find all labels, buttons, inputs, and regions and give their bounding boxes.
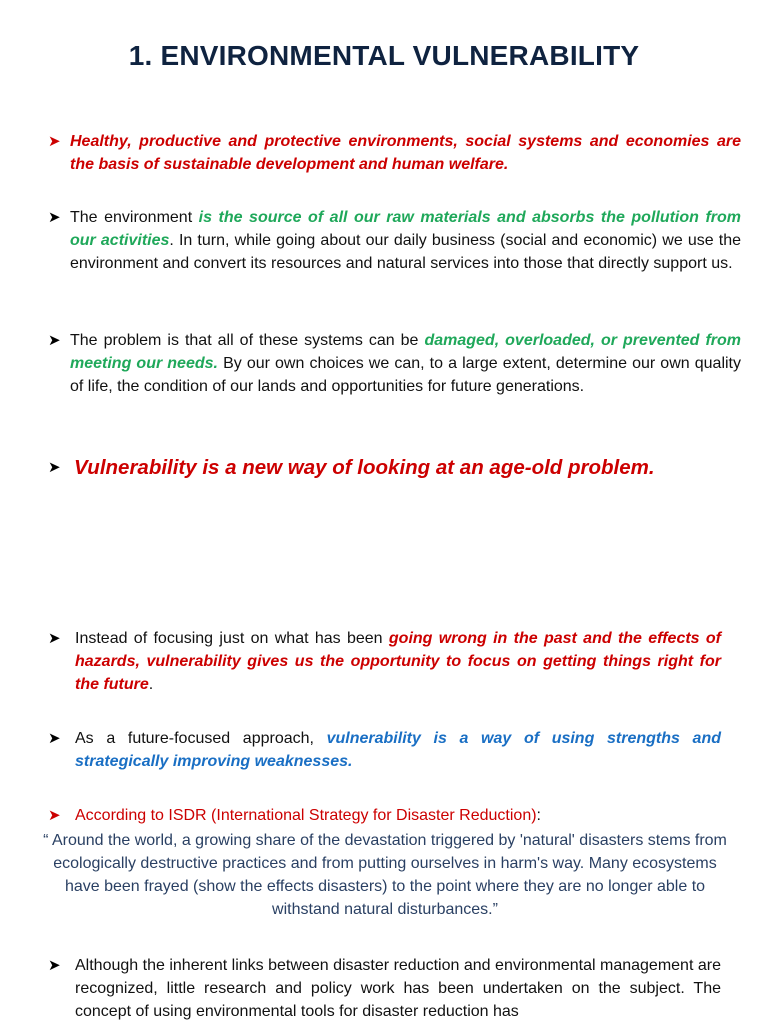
bullet-text: Instead of focusing just on what has been [75, 630, 389, 647]
bullet-emphasis: damaged, overloaded, or prevented from meeting our needs. [70, 332, 741, 372]
arrow-bullet-icon: ➤ [48, 459, 61, 476]
arrow-bullet-icon: ➤ [48, 957, 61, 974]
bullet-item-6 [48, 727, 721, 773]
page-title: 1. ENVIRONMENTAL VULNERABILITY [128, 40, 640, 71]
arrow-bullet-icon: ➤ [48, 209, 61, 226]
isdr-quote: “ Around the world, a growing share of the devastation triggered by 'natural' disasters stems from ecologically destructive practices and from putting ourselves in harm's way. Many ecosystems have been frayed (show the effects disasters) to the point where they are no longer able to withstand natural disturbances.” [43, 832, 727, 918]
bullet-text: : [536, 807, 541, 824]
bullet-text: . In turn, while going about our daily business (social and economic) we use the environment and convert its resources and natural services into those that directly support us. [70, 232, 742, 272]
arrow-bullet-icon: ➤ [48, 807, 61, 824]
bullet-text: The environment [70, 209, 199, 226]
arrow-bullet-icon: ➤ [48, 133, 61, 150]
bullet-item-4 [48, 454, 741, 482]
bullet-emphasis: going wrong in the past and the effects of hazards, vulnerability gives us the opportunity to focus on getting things right for the future [75, 630, 721, 693]
bullet-text: Although the inherent links between disaster reduction and environmental management are recognized, little research and policy work has been undertaken on the subject. The concept of using environmental tools for disaster reduction has [75, 957, 721, 1020]
bullet-item-5 [48, 627, 721, 696]
bullet-item-1 [48, 130, 741, 176]
bullet-text: According to ISDR (International Strategy for Disaster Reduction) [75, 807, 537, 824]
bullet-item-3 [48, 329, 741, 398]
bullet-emphasis: vulnerability is a way of using strengths and strategically improving weaknesses. [75, 730, 721, 770]
bullet-item-7 [48, 804, 721, 827]
bullet-text: As a future-focused approach, [75, 730, 327, 747]
bullet-emphasis: Healthy, productive and protective environments, social systems and economies are the basis of sustainable development and human welfare. [70, 133, 741, 173]
bullet-emphasis: is the source of all our raw materials and absorbs the pollution from our activities [70, 209, 741, 249]
bullet-text: . [148, 676, 154, 693]
bullet-text: The problem is that all of these systems can be [70, 332, 425, 349]
arrow-bullet-icon: ➤ [48, 730, 61, 747]
arrow-bullet-icon: ➤ [48, 630, 61, 647]
bullet-item-2 [48, 206, 741, 275]
bullet-item-8 [48, 954, 721, 1023]
bullet-text: By our own choices we can, to a large extent, determine our own quality of life, the condition of our lands and opportunities for future generations. [70, 355, 741, 395]
bullet-emphasis: Vulnerability is a new way of looking at an age-old problem. [74, 456, 655, 479]
arrow-bullet-icon: ➤ [48, 332, 61, 349]
